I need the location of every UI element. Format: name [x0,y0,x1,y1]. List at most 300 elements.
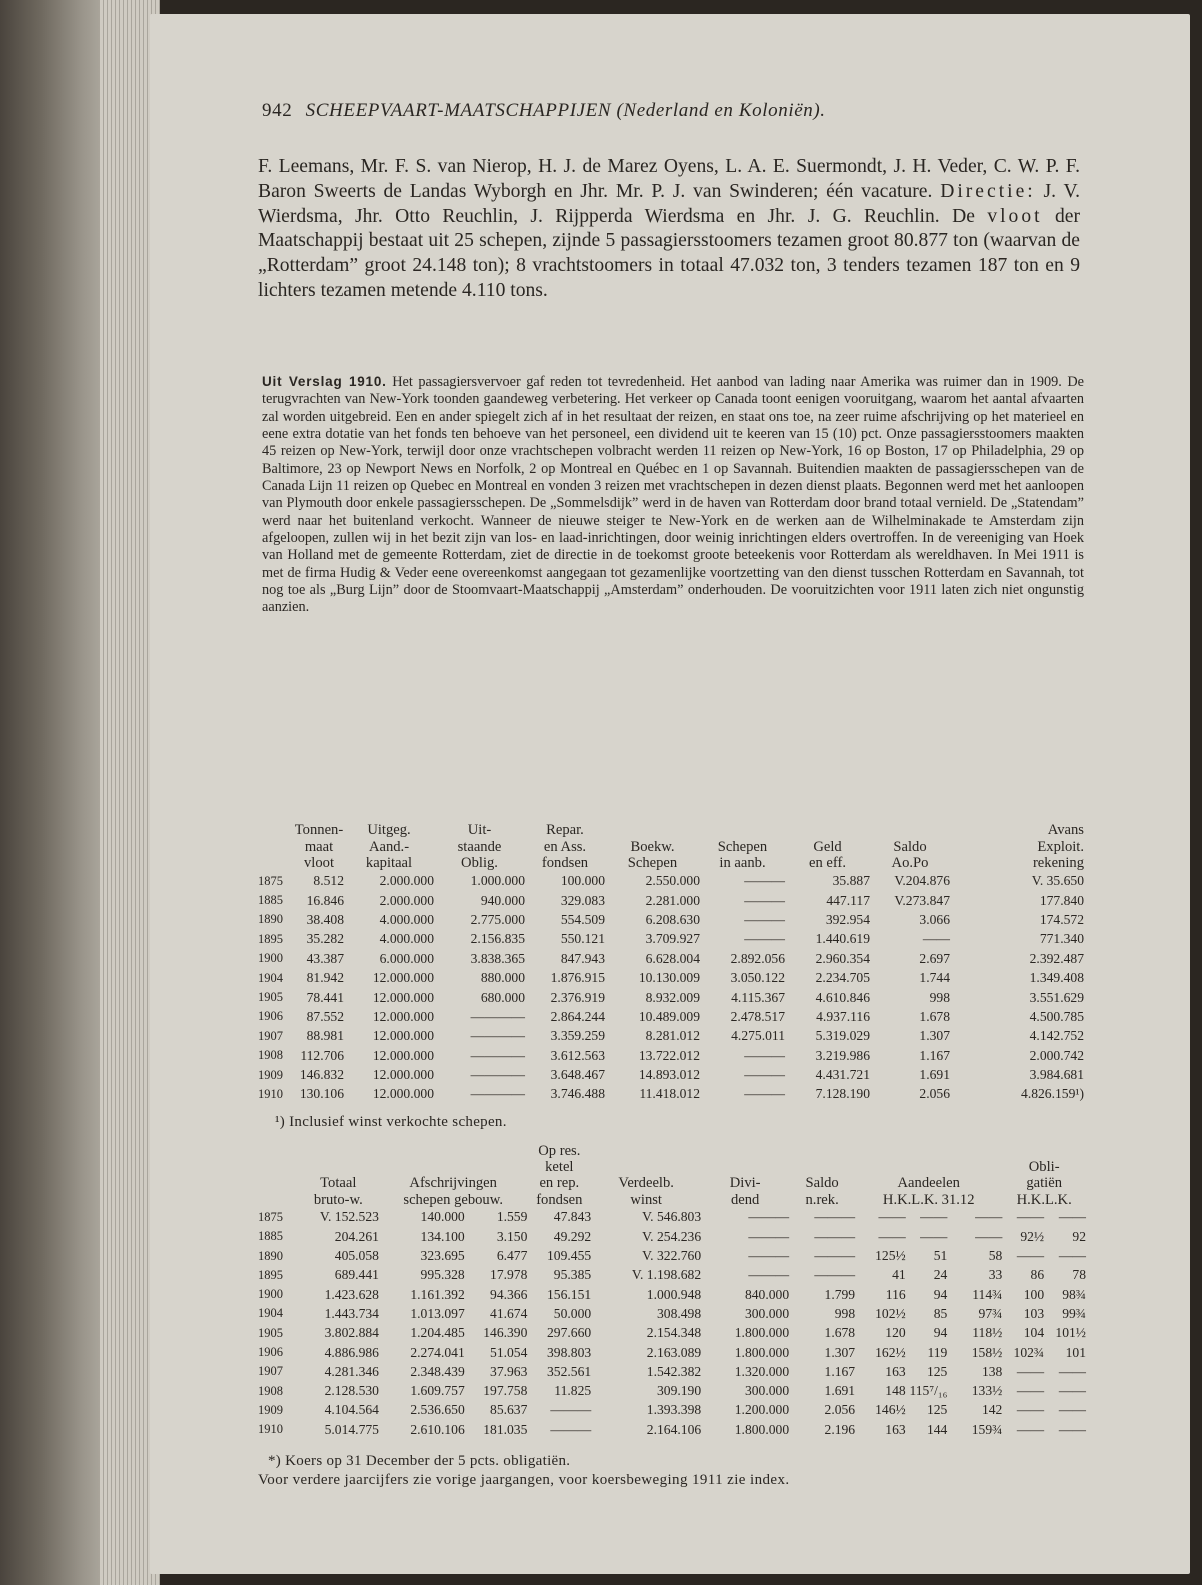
balance-cell: ——— [744,1086,785,1102]
results-cell: 92 [1072,1228,1086,1244]
balance-year-cell: 1905 [258,990,283,1005]
balance-cell: 1.678 [919,1008,950,1024]
header-geld: Geld en eff. [808,838,846,871]
balance-cell: 2.478.517 [730,1008,785,1024]
balance-cell: 2.392.487 [1029,950,1084,966]
results-row [258,1285,1086,1304]
closing-note: Voor verdere jaarcijfers zie vorige jaargangen, voor koersbeweging 1911 zie index. [258,1472,790,1488]
results-cell: 102½ [875,1305,906,1321]
results-row [258,1246,1086,1265]
report-text: Het passagiersvervoer gaf reden tot tevredenheid. Het aanbod van lading naar Amerika was ruimer dan in 1909. De terugvrachten van New-York toonden gaandeweg verbetering. Het verkeer op Canada toont eenigen vooruitgang, waarom het aantal afvaarten zal worden uitgebreid. Een en ander spiegelt zich af in het resultaat der reizen, en staat ons toe, na zeer ruime afschrijving op het materieel en eene extra dotatie van het fonds ten behoeve van het personeel, een dividend uit te keeren van 15 (10) pct. Onze passagiersstoomers maakten 45 reizen op New-York, terwijl door onze vrachtschepen volbracht werden 11 reizen op New-York, 16 op Boston, 17 op Philadelphia, 29 op Baltimore, 23 op Newport News en Norfolk, 2 op Montreal en Québec en 1 op Savannah. Buitendien maakten de passagiersschepen van de Canada Lijn 11 reizen op Quebec en Montreal en vonden 3 reizen met vrachtschepen in dezen dienst plaats. Begonnen werd met het aanloopen van Plymouth door enkele passagiersschepen. De „Sommelsdijk” werd in de haven van Rotterdam door brand totaal vernield. De „Statendam” werd naar het buitenland verkocht. Wanneer de nieuwe steiger te New-York en de werken aan de Wilhelminakade te Amsterdam zijn afgeloopen, zullen wij in het bezit zijn van los- en laad-inrichtingen, door weinig inrichtingen elders overtroffen. In de vereeniging van Hoek van Holland met de gemeente Rotterdam, ziet de directie in de toekomst groote beteekenis voor Rotterdam als wereldhaven. In Mei 1911 is met de firma Hudig & Veder eene overeenkomst aangegaan tot gezamenlijke voortzetting van den dienst tusschen Rotterdam en Savannah, tot nog toe als „Burg Lijn” door de Stoomvaart-Maatschappij „Amsterdam” onderhouden. De vooruitzichten voor 1911 laten zich niet ongunstig aanzien. [262,374,1085,616]
balance-cell: 3.709.927 [645,931,700,947]
balance-cell: 1.307 [919,1028,950,1044]
balance-cell: 8.932.009 [645,989,700,1005]
balance-cell: 35.887 [832,873,870,889]
results-cell: 309.190 [656,1383,702,1399]
balance-cell: 1.691 [919,1067,950,1083]
balance-cell: 10.130.009 [638,970,700,986]
header-afschrijvingen: Afschrijvingen schepen gebouw. [403,1175,503,1208]
results-cell: 5.014.775 [324,1421,379,1437]
balance-cell: V.204.876 [894,873,950,889]
results-year-cell: 1890 [258,1248,283,1263]
balance-cell: ——— [744,1047,785,1063]
balance-cell: 1.744 [919,970,950,986]
results-cell: ——— [748,1209,790,1225]
balance-year-cell: 1909 [258,1067,283,1082]
balance-cell: 2.960.354 [815,950,870,966]
results-cell: 2.056 [824,1402,856,1418]
results-cell: 11.825 [554,1383,592,1399]
balance-cell: 4.142.752 [1029,1028,1084,1044]
results-year-cell: 1908 [258,1383,283,1398]
balance-year-cell: 1907 [258,1028,283,1043]
results-cell: 3.802.884 [324,1325,379,1341]
results-cell: 156.151 [547,1286,592,1302]
results-cell: —— [920,1228,948,1244]
balance-cell: 38.408 [306,911,344,927]
balance-cell: ———— [470,1028,525,1044]
header-op-res: Op res. ketel en rep. fondsen [536,1143,583,1208]
balance-cell: —— [922,931,950,947]
results-cell: 1.691 [824,1383,856,1399]
results-year-cell: 1875 [258,1209,283,1224]
results-cell: 2.163.089 [646,1344,702,1360]
results-cell: 103 [1023,1305,1045,1321]
header-dividend: Divi- dend [729,1175,761,1208]
balance-cell: V.273.847 [894,892,950,908]
balance-cell: 12.000.000 [372,1028,434,1044]
results-cell: 114¾ [972,1286,1003,1302]
balance-cell: 998 [929,989,950,1005]
balance-cell: 2.550.000 [645,873,700,889]
balance-cell: 177.840 [1039,892,1084,908]
results-cell: 51.054 [490,1344,528,1360]
results-cell: 144 [926,1421,948,1437]
results-cell: 2.164.106 [646,1421,702,1437]
report-label: Uit Verslag 1910. [262,374,387,389]
balance-cell: 680.000 [480,989,525,1005]
results-row [258,1401,1086,1420]
results-cell: 125 [926,1402,948,1418]
balance-cell: 4.115.367 [731,989,785,1005]
balance-cell: 2.775.000 [470,911,525,927]
results-cell: ——— [814,1248,856,1264]
results-cell: 1.307 [824,1344,856,1360]
results-cell: V. 322.760 [642,1248,702,1264]
balance-table-header [258,822,1084,872]
results-cell: 51 [933,1248,948,1264]
results-cell: —— [1058,1363,1086,1379]
header-year-2 [258,1143,298,1208]
results-cell: 2.610.106 [410,1421,465,1437]
results-cell: 85.637 [490,1402,528,1418]
results-cell: 689.441 [334,1267,379,1283]
results-cell: 1.200.000 [734,1402,790,1418]
results-cell: ——— [748,1267,790,1283]
page-subtitle: (Nederland en Koloniën). [616,100,826,121]
results-row [258,1381,1086,1400]
results-cell: —— [920,1209,948,1225]
results-cell: 159¾ [971,1421,1003,1437]
results-row [258,1420,1086,1439]
balance-cell: 3.050.122 [730,970,785,986]
results-cell: 146.390 [483,1325,528,1341]
balance-cell: V. 35.650 [1031,873,1084,889]
results-cell: 1.000.948 [646,1286,702,1302]
results-footnote: *) Koers op 31 December der 5 pcts. obligatiën. [268,1453,571,1469]
page-number: 942 [262,100,293,121]
results-cell: 1.161.392 [410,1286,465,1302]
results-cell: 4.886.986 [324,1344,379,1360]
results-cell: 17.978 [490,1267,528,1283]
results-cell: 308.498 [656,1305,702,1321]
header-oblig: Uit- staande Oblig. [457,822,502,871]
results-cell: ——— [748,1248,790,1264]
balance-row [258,910,1084,929]
balance-cell: 6.628.004 [645,950,700,966]
balance-cell: 1.000.000 [470,873,525,889]
balance-cell: 3.984.681 [1029,1067,1084,1083]
balance-row [258,872,1084,891]
results-cell: —— [1058,1248,1086,1264]
results-cell: 120 [885,1325,906,1341]
results-row [258,1304,1086,1323]
results-cell: 1.443.734 [324,1305,379,1321]
results-cell: 134.100 [420,1228,465,1244]
results-row [258,1362,1086,1381]
balance-cell: 3.359.259 [550,1028,605,1044]
balance-cell: 4.275.011 [731,1028,785,1044]
results-cell: 3.150 [496,1228,528,1244]
results-cell: —— [1016,1363,1045,1379]
balance-cell: 87.552 [306,1008,344,1024]
header-totaal: Totaal bruto-w. [313,1175,363,1208]
header-boekw: Boekw. Schepen [627,838,678,871]
balance-cell: 4.610.846 [815,989,870,1005]
results-cell: 297.660 [547,1325,592,1341]
results-cell: 138 [981,1363,1003,1379]
balance-cell: 392.954 [825,911,870,927]
results-cell: —— [1016,1383,1045,1399]
balance-row [258,1085,1084,1104]
balance-cell: 7.128.190 [815,1086,870,1102]
balance-cell: 550.121 [560,931,605,947]
balance-year-cell: 1908 [258,1048,283,1063]
results-cell: 94 [933,1325,948,1341]
results-cell: 58 [988,1248,1003,1264]
results-cell: 163 [885,1421,906,1437]
balance-row [258,988,1084,1007]
balance-cell: 2.864.244 [550,1008,605,1024]
results-cell: 352.561 [547,1363,592,1379]
results-cell: 4.281.346 [324,1363,379,1379]
results-cell: 116 [885,1286,906,1302]
results-cell: 158½ [971,1344,1003,1360]
balance-cell: 2.234.705 [815,970,870,986]
balance-cell: ———— [470,1086,525,1102]
results-cell: 118½ [972,1325,1003,1341]
results-cell: 94.366 [490,1286,528,1302]
de-label: De [952,205,975,227]
balance-cell: 43.387 [306,950,344,966]
results-table [258,1143,1086,1439]
balance-cell: 554.509 [560,911,605,927]
results-cell: 1.559 [496,1209,528,1225]
balance-cell: 3.612.563 [550,1047,605,1063]
results-cell: —— [1016,1421,1045,1437]
balance-cell: 1.349.408 [1029,970,1084,986]
results-cell: 98¾ [1062,1286,1086,1302]
results-cell: —— [878,1209,906,1225]
results-cell: 300.000 [744,1383,790,1399]
vloot-label: vloot [987,205,1043,227]
balance-cell: ———— [470,1067,525,1083]
results-cell: 163 [885,1363,906,1379]
results-cell: 86 [1030,1267,1045,1283]
results-cell: 2.128.530 [324,1383,379,1399]
results-cell: —— [1058,1421,1086,1437]
results-year-cell: 1906 [258,1345,283,1360]
balance-footnote: ¹) Inclusief winst verkochte schepen. [275,1114,507,1130]
results-cell: V. 1.198.682 [631,1267,702,1283]
balance-row [258,968,1084,987]
balance-cell: 8.281.012 [645,1028,700,1044]
balance-cell: 880.000 [480,970,525,986]
balance-cell: 6.208.630 [645,911,700,927]
results-year-cell: 1885 [258,1229,283,1244]
results-cell: 100 [1023,1286,1045,1302]
results-year-cell: 1909 [258,1402,283,1417]
results-cell: 146½ [875,1402,906,1418]
balance-cell: 12.000.000 [372,1008,434,1024]
balance-cell: 3.838.365 [470,950,525,966]
results-cell: 1.542.382 [646,1363,702,1379]
directie-label: Directie: [940,180,1036,202]
results-cell: 1.204.485 [410,1325,465,1341]
balance-cell: 78.441 [306,989,344,1005]
balance-cell: 2.281.000 [645,892,700,908]
balance-table [258,822,1084,1104]
balance-cell: 1.876.915 [550,970,605,986]
results-cell: 995.328 [420,1267,465,1283]
balance-cell: ———— [470,1008,525,1024]
balance-cell: 5.319.029 [815,1028,870,1044]
results-table-header [258,1143,1086,1208]
balance-cell: 1.167 [919,1047,950,1063]
balance-cell: 14.893.012 [638,1067,700,1083]
balance-cell: 4.500.785 [1029,1008,1084,1024]
results-cell: —— [975,1228,1003,1244]
balance-cell: 3.066 [919,911,950,927]
balance-row [258,1007,1084,1026]
results-cell: —— [1058,1402,1086,1418]
results-cell: 6.477 [496,1248,528,1264]
results-year-cell: 1907 [258,1364,283,1379]
header-saldo-rek: Saldo n.rek. [805,1175,839,1208]
results-cell: 24 [933,1267,948,1283]
results-row [258,1266,1086,1285]
results-cell: 37.963 [490,1363,528,1379]
balance-cell: 88.981 [306,1028,344,1044]
results-cell: 119 [927,1344,948,1360]
balance-year-cell: 1900 [258,951,283,966]
balance-cell: 112.706 [300,1047,344,1063]
balance-cell: 4.000.000 [379,911,434,927]
results-cell: 1.799 [824,1286,856,1302]
results-cell: 2.274.041 [410,1344,465,1360]
balance-cell: 2.892.056 [730,950,785,966]
results-cell: 1.800.000 [734,1344,790,1360]
results-cell: V. 254.236 [642,1228,702,1244]
results-cell: —— [1016,1209,1045,1225]
results-cell: 998 [834,1305,856,1321]
results-row [258,1343,1086,1362]
balance-row [258,1027,1084,1046]
intro-part1: F. Leemans, Mr. F. S. van Nierop, H. J. de Marez Oyens, L. A. E. Suermondt, J. H. Veder, C. W. P. F. Baron Sweerts de Landas Wyborgh en Jhr. Mr. P. J. van Swinderen; één vacature. [258,156,1080,202]
intro-part3: der Maatschappij bestaat uit 25 schepen, zijnde 5 passagiersstoomers tezamen groot 80.877 ton (waarvan de „Rotterdam” groot 24.148 ton); 8 vrachtstoomers in totaal 47.032 ton, 3 tenders tezamen 187 ton en 9 lichters tezamen metende 4.110 tons. [258,205,1081,301]
header-saldo: Saldo Ao.Po [891,838,929,871]
balance-cell: ——— [744,892,785,908]
results-cell: 125½ [875,1248,906,1264]
balance-cell: 4.826.159¹) [1021,1086,1084,1102]
balance-cell: 2.056 [919,1086,950,1102]
balance-cell: 3.746.488 [550,1086,605,1102]
results-cell: 181.035 [483,1421,528,1437]
balance-cell: 130.106 [299,1086,344,1102]
balance-cell: 12.000.000 [372,1067,434,1083]
balance-row [258,949,1084,968]
balance-year-cell: 1910 [258,1086,283,1101]
balance-cell: 2.000.000 [379,873,434,889]
balance-cell: 4.431.721 [815,1067,870,1083]
results-cell: 2.154.348 [646,1325,702,1341]
header-schepen-aanb: Schepen in aanb. [717,838,768,871]
results-cell: ——— [748,1228,790,1244]
results-cell: 840.000 [744,1286,790,1302]
balance-cell: ——— [744,931,785,947]
balance-row [258,1046,1084,1065]
results-year-cell: 1900 [258,1287,283,1302]
results-cell: 204.261 [334,1228,379,1244]
balance-cell: ——— [744,873,785,889]
results-cell: 97¾ [978,1305,1003,1321]
page-title: SCHEEPVAART-MAATSCHAPPIJEN [305,100,612,121]
page-header [262,100,826,122]
balance-cell: 2.156.835 [470,931,525,947]
results-cell: 398.803 [547,1344,592,1360]
balance-year-cell: 1875 [258,873,283,888]
results-cell: 50.000 [553,1305,592,1321]
results-cell: ——— [814,1209,856,1225]
results-cell: 109.455 [547,1248,592,1264]
results-cell: 300.000 [744,1305,790,1321]
intro-paragraph [258,155,1080,304]
balance-cell: 11.418.012 [639,1086,700,1102]
balance-cell: 2.000.000 [379,892,434,908]
results-cell: 102¾ [1013,1344,1045,1360]
balance-cell: 6.000.000 [379,950,434,966]
results-cell: —— [1058,1209,1086,1225]
results-cell: 41.674 [490,1305,528,1321]
balance-cell: 940.000 [480,892,525,908]
results-cell: 197.758 [483,1383,528,1399]
results-cell: 33 [988,1267,1003,1283]
results-year-cell: 1895 [258,1267,283,1282]
results-cell: 1.800.000 [734,1325,790,1341]
balance-year-cell: 1906 [258,1009,283,1024]
results-cell: —— [878,1228,906,1244]
results-cell: 1.609.757 [410,1383,465,1399]
intro-part2: J. V. Wierdsma, Jhr. Otto Reuchlin, J. Rijpperda Wierdsma en Jhr. J. G. Reuchlin. [258,180,1080,227]
balance-cell: 13.722.012 [638,1047,700,1063]
balance-cell: 847.943 [560,950,605,966]
balance-cell: 3.551.629 [1029,989,1084,1005]
balance-cell: 8.512 [313,873,344,889]
results-row [258,1324,1086,1343]
balance-cell: 174.572 [1039,911,1084,927]
balance-cell: 12.000.000 [372,1047,434,1063]
results-cell: 1.800.000 [734,1421,790,1437]
results-cell: ——— [814,1267,856,1283]
results-cell: 2.196 [824,1421,856,1437]
results-cell: 162½ [875,1344,906,1360]
header-aandeelen: Aandeelen H.K.L.K. 31.12 [882,1175,975,1208]
results-cell: 4.104.564 [324,1402,379,1418]
header-obligatien: Obli- gatiën H.K.L.K. [1016,1159,1072,1208]
balance-cell: 447.117 [826,892,870,908]
balance-cell: 12.000.000 [372,1086,434,1102]
balance-row [258,930,1084,949]
header-year [258,822,294,872]
balance-cell: 771.340 [1039,931,1084,947]
results-cell: 140.000 [420,1209,465,1225]
results-year-cell: 1910 [258,1422,283,1437]
balance-year-cell: 1895 [258,931,283,946]
balance-cell: 3.648.467 [550,1067,605,1083]
results-cell: 95.385 [553,1267,592,1283]
balance-year-cell: 1904 [258,970,283,985]
balance-year-cell: 1885 [258,893,283,908]
header-avans: Avans Exploit. rekening [1032,822,1084,871]
results-cell: 133½ [971,1383,1003,1399]
results-cell: 41 [892,1267,906,1283]
balance-year-cell: 1890 [258,912,283,927]
results-cell: 1.013.097 [410,1305,465,1321]
header-verdeelb: Verdeelb. winst [618,1175,674,1208]
results-row [258,1227,1086,1246]
results-cell: 1.320.000 [734,1363,790,1379]
results-cell: 94 [933,1286,948,1302]
results-cell: —— [1016,1248,1045,1264]
results-cell: 1.393.398 [646,1402,702,1418]
report-paragraph [262,373,1084,617]
results-cell: 1.678 [824,1325,856,1341]
balance-cell: 16.846 [306,892,344,908]
results-cell: 99¾ [1062,1305,1086,1321]
balance-cell: 12.000.000 [372,989,434,1005]
balance-cell: 2.697 [919,950,950,966]
results-cell: —— [1058,1383,1086,1399]
balance-cell: 3.219.986 [815,1047,870,1063]
results-year-cell: 1905 [258,1325,283,1340]
balance-row [258,1065,1084,1084]
results-cell: 323.695 [420,1248,465,1264]
results-cell: 2.536.650 [410,1402,465,1418]
results-row [258,1208,1086,1227]
balance-cell: 4.937.116 [816,1008,870,1024]
balance-row [258,891,1084,910]
balance-cell: 1.440.619 [815,931,870,947]
